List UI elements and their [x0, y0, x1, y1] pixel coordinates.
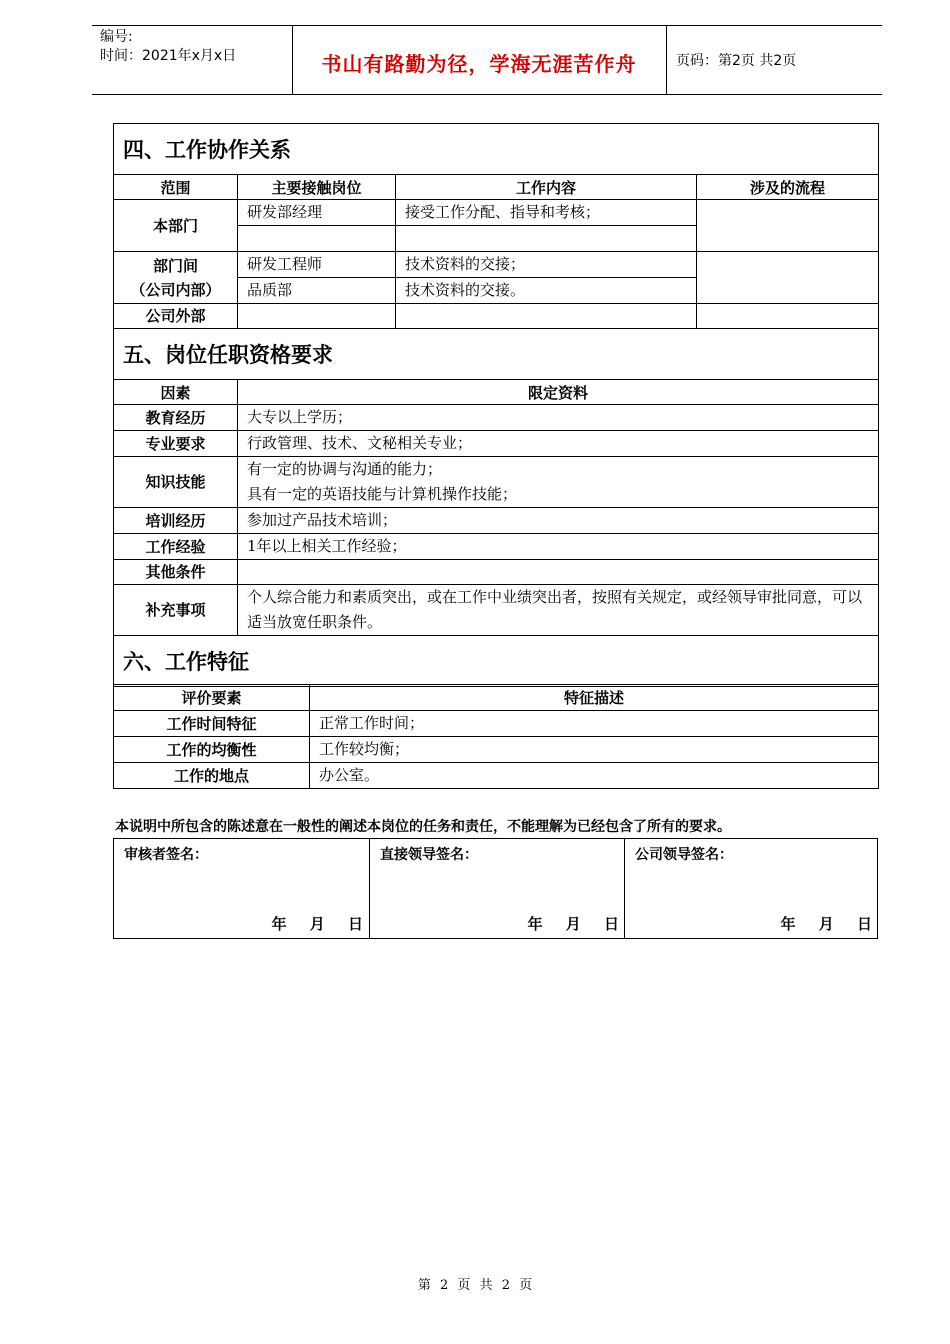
req-line: 有一定的协调与沟通的能力；: [247, 460, 443, 478]
scope-inter-label-1: 部门间: [152, 256, 198, 275]
work-content: 接受工作分配、指导和考核；: [396, 200, 697, 226]
contact-post: 研发工程师: [238, 252, 396, 278]
scope-external: 公司外部: [114, 304, 238, 329]
section-6-header-row: [114, 685, 879, 711]
table-row: [114, 560, 879, 585]
work-content: [396, 304, 697, 329]
req-value: 参加过产品技术培训；: [238, 508, 879, 534]
table-row: [114, 457, 879, 508]
feature-value: 正常工作时间；: [310, 711, 879, 737]
page-footer: 第 2 页 共 2 页: [417, 1278, 533, 1293]
table-row: [114, 534, 879, 560]
table-row: [114, 200, 879, 226]
req-line: 具有一定的英语技能与计算机操作技能；: [247, 485, 518, 503]
contact-post: [238, 226, 396, 252]
col-scope: 范围: [114, 175, 238, 200]
contact-post: 品质部: [238, 278, 396, 304]
col-eval-factor: 评价要素: [114, 685, 310, 711]
col-requirement: 限定资料: [238, 380, 879, 405]
table-row: [114, 405, 879, 431]
feature-value: 办公室。: [310, 763, 879, 789]
req-label: 其他条件: [114, 560, 238, 585]
col-factor: 因素: [114, 380, 238, 405]
feature-value: 工作较均衡；: [310, 737, 879, 763]
header-divider: [666, 26, 667, 94]
req-label: 补充事项: [114, 585, 238, 636]
contact-post: 研发部经理: [238, 200, 396, 226]
req-label: 工作经验: [114, 534, 238, 560]
header-meta: [100, 28, 236, 66]
signature-date: 年 月 日: [271, 915, 363, 933]
table-row: [114, 711, 879, 737]
header-motto: 书山有路勤为径，学海无涯苦作舟: [321, 52, 637, 76]
section-4-title: 四、工作协作关系: [114, 124, 879, 175]
col-feature-desc: 特征描述: [310, 685, 879, 711]
feature-label: 工作时间特征: [114, 711, 310, 737]
disclaimer-note: 本说明中所包含的陈述意在一般性的阐述本岗位的任务和责任，不能理解为已经包含了所有的要求。: [115, 819, 731, 835]
reviewer-signature-label: 审核者签名：: [124, 847, 208, 863]
table-row: [114, 585, 879, 636]
scope-dept: 本部门: [114, 200, 238, 252]
feature-label: 工作的地点: [114, 763, 310, 789]
signature-date: 年 月 日: [780, 915, 872, 933]
section-5-title: 五、岗位任职资格要求: [114, 329, 879, 380]
scope-inter-dept: [114, 252, 238, 304]
req-value: [238, 457, 879, 508]
table-row: [114, 252, 879, 278]
process-cell: [697, 200, 879, 252]
req-label: 教育经历: [114, 405, 238, 431]
process-cell: [697, 304, 879, 329]
scope-inter-label-2: （公司内部）: [130, 280, 221, 299]
reviewer-signature-cell[interactable]: [114, 839, 369, 938]
col-contact-post: 主要接触岗位: [238, 175, 396, 200]
req-label: 培训经历: [114, 508, 238, 534]
table-row: [114, 431, 879, 457]
feature-label: 工作的均衡性: [114, 737, 310, 763]
process-cell: [697, 252, 879, 304]
work-content: 技术资料的交接；: [396, 252, 697, 278]
company-leader-signature-cell[interactable]: [624, 839, 878, 938]
section-6-title: 六、工作特征: [114, 636, 879, 687]
direct-leader-signature-cell[interactable]: [369, 839, 625, 938]
section-4-header-row: [114, 175, 879, 200]
signature-block: [113, 838, 878, 939]
table-row: [114, 508, 879, 534]
job-description-table: [113, 123, 879, 687]
direct-leader-signature-label: 直接领导签名：: [380, 847, 478, 863]
work-content: 技术资料的交接。: [396, 278, 697, 304]
work-feature-table: [113, 684, 879, 789]
col-process: 涉及的流程: [697, 175, 879, 200]
req-label: 知识技能: [114, 457, 238, 508]
req-value: 大专以上学历；: [238, 405, 879, 431]
signature-date: 年 月 日: [527, 915, 619, 933]
page-header: [92, 25, 882, 95]
table-row: [114, 304, 879, 329]
section-5-header-row: [114, 380, 879, 405]
table-row: [114, 763, 879, 789]
company-leader-signature-label: 公司领导签名：: [635, 847, 733, 863]
req-value: 个人综合能力和素质突出，或在工作中业绩突出者，按照有关规定，或经领导审批同意，可以适当放宽任职条件。: [238, 585, 879, 636]
col-work-content: 工作内容: [396, 175, 697, 200]
req-label: 专业要求: [114, 431, 238, 457]
code-label: 编号:: [100, 29, 133, 45]
req-value: 1年以上相关工作经验；: [238, 534, 879, 560]
work-content: [396, 226, 697, 252]
req-value: 行政管理、技术、文秘相关专业；: [238, 431, 879, 457]
contact-post: [238, 304, 396, 329]
time-label: 时间：2021年x月x日: [100, 48, 237, 64]
table-row: [114, 737, 879, 763]
header-page-info: 页码：第2页 共2页: [676, 53, 797, 69]
req-value: [238, 560, 879, 585]
